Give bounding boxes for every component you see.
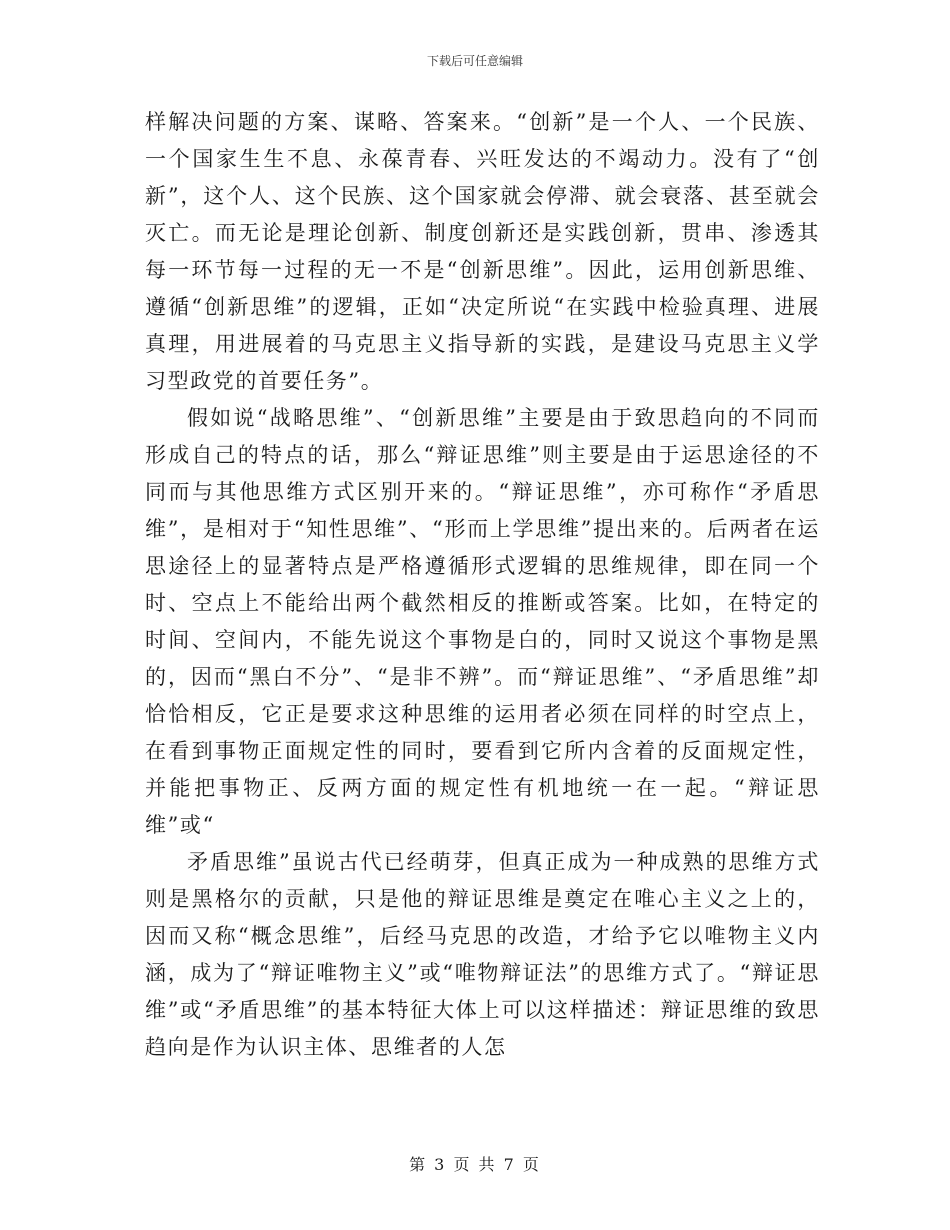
paragraph-1: 样解决问题的方案、谋略、答案来。“创新”是一个人、一个民族、一个国家生生不息、永葆青春、兴旺发达的不竭动力。没有了“创新”，这个人、这个民族、这个国家就会停滞、就会衰落、甚至就会灭亡。而无论是理论创新、制度创新还是实践创新，贯串、渗透其每一环节每一过程的无一不是“创新思维”。因此，运用创新思维、遵循“创新思维”的逻辑，正如“决定所说“在实践中检验真理、进展真理，用进展着的马克思主义指导新的实践，是建设马克思主义学习型政党的首要任务”。 — [145, 110, 820, 393]
paragraph-3: 矛盾思维”虽说古代已经萌芽，但真正成为一种成熟的思维方式则是黑格尔的贡献，只是他的辩证思维是奠定在唯心主义之上的，因而又称“概念思维”，后经马克思的改造，才给予它以唯物主义内涵，成为了“辩证唯物主义”或“唯物辩证法”的思维方式了。“辩证思维”或“矛盾思维”的基本特征大体上可以这样描述：辩证思维的致思趋向是作为认识主体、思维者的人怎 — [145, 850, 820, 1059]
page-number: 第 3 页 共 7 页 — [409, 1155, 541, 1174]
paragraph-2: 假如说“战略思维”、“创新思维”主要是由于致思趋向的不同而形成自己的特点的话，那么“辩证思维”则主要是由于运思途径的不同而与其他思维方式区别开来的。“辩证思维”，亦可称作“矛盾思维”，是相对于“知性思维”、“形而上学思维”提出来的。后两者在运思途径上的显著特点是严格遵循形式逻辑的思维规律，即在同一个时、空点上不能给出两个截然相反的推断或答案。比如，在特定的时间、空间内，不能先说这个事物是白的，同时又说这个事物是黑的，因而“黑白不分”、“是非不辨”。而“辩证思维”、“矛盾思维”却恰恰相反，它正是要求这种思维的运用者必须在同样的时空点上，在看到事物正面规定性的同时，要看到它所内含着的反面规定性，并能把事物正、反两方面的规定性有机地统一在一起。“辩证思维”或“ — [145, 406, 820, 837]
page-header: 下载后可任意编辑 — [426, 54, 523, 68]
document-body — [145, 104, 820, 1066]
